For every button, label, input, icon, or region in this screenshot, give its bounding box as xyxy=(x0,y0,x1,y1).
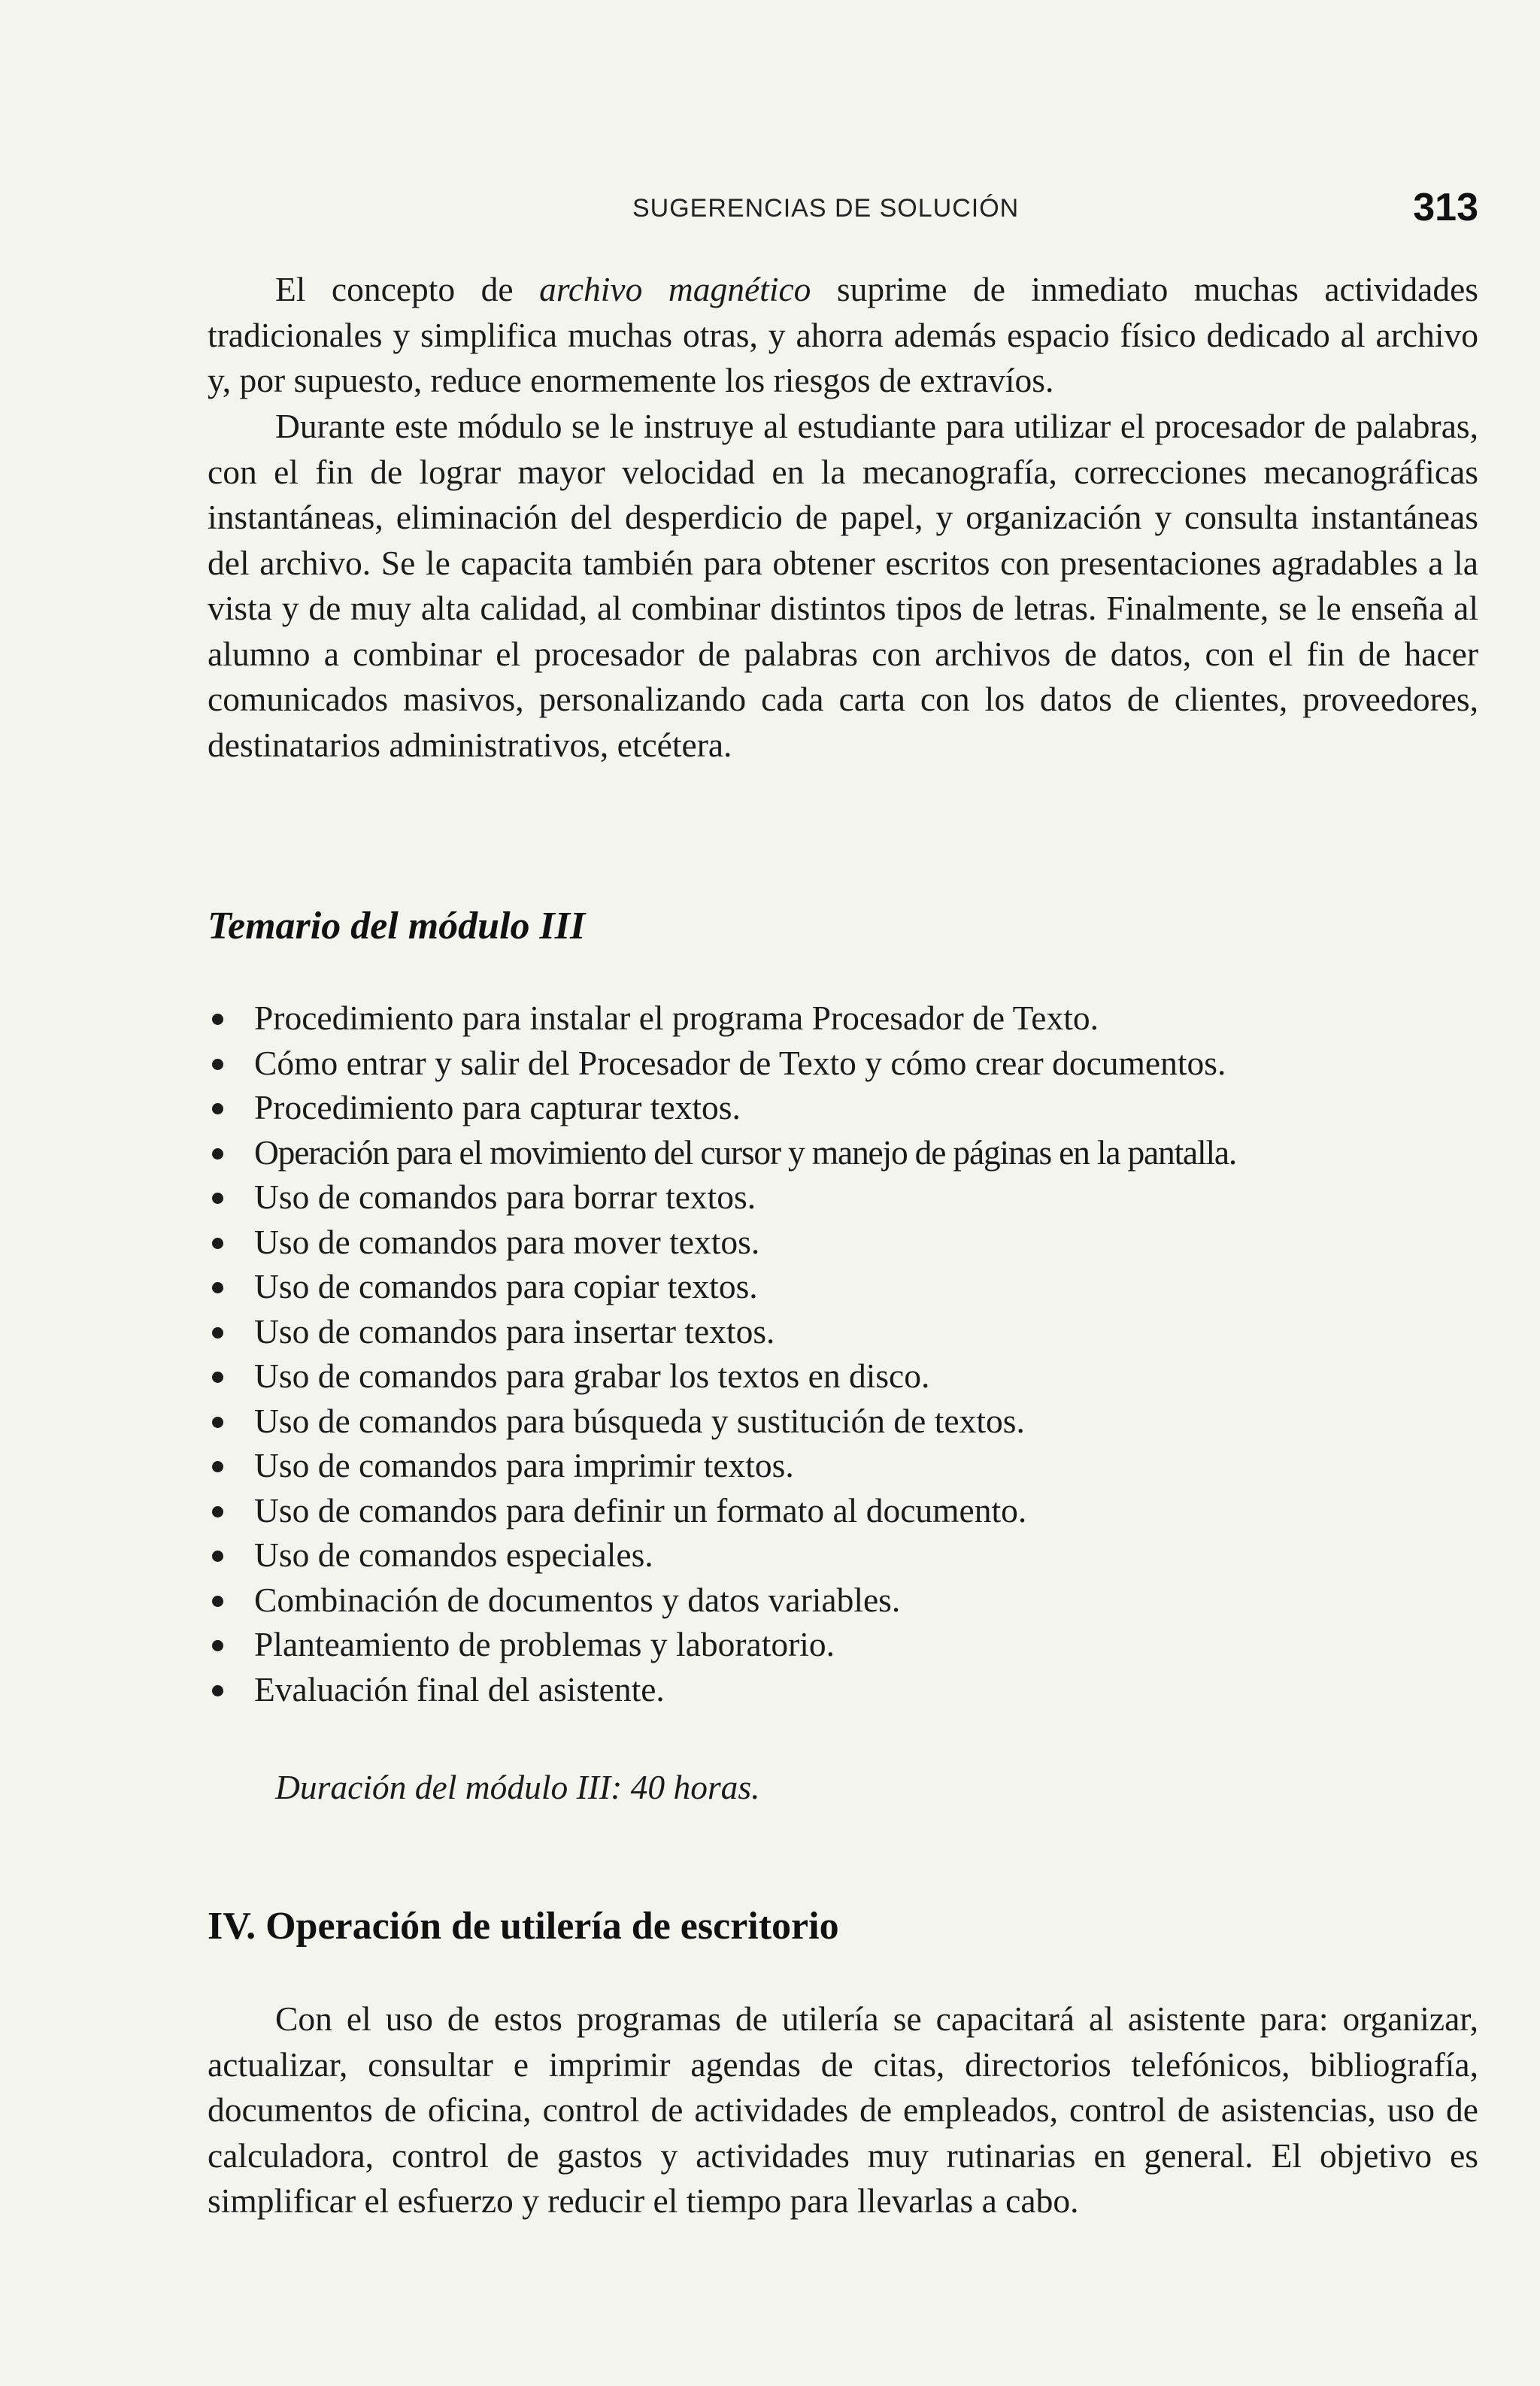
bullet-icon xyxy=(212,1685,223,1696)
bullet-icon xyxy=(212,1461,223,1472)
list-item-text: Uso de comandos para definir un formato al documento. xyxy=(254,1490,1027,1530)
list-item xyxy=(208,1085,1478,1130)
list-item-text: Uso de comandos para búsqueda y sustitución de textos. xyxy=(254,1401,1025,1440)
running-header xyxy=(208,185,1478,230)
bullet-icon xyxy=(212,1596,223,1607)
list-item-text: Uso de comandos para insertar textos. xyxy=(254,1311,775,1351)
list-item xyxy=(208,1130,1478,1175)
emphasis-term: archivo magnético xyxy=(539,270,811,308)
bullet-icon xyxy=(212,1193,223,1204)
module-duration: Duración del módulo III: 40 horas. xyxy=(275,1768,760,1806)
module-4-heading: IV. Operación de utilería de escritorio xyxy=(208,1905,839,1948)
bullet-icon xyxy=(212,1417,223,1428)
bullet-icon xyxy=(212,1238,223,1249)
paragraph-text: El concepto de xyxy=(275,270,540,308)
bullet-icon xyxy=(212,1103,223,1114)
bullet-icon xyxy=(212,1282,223,1293)
list-item-text: Evaluación final del asistente. xyxy=(254,1669,665,1708)
bullet-icon xyxy=(212,1327,223,1339)
paragraph-utileria: Con el uso de estos programas de utilería se capacitará al asistente para: organizar, actualizar, consultar e imprimir agendas de citas, directorios telefónicos, bibliografía, documentos de oficina, control de actividades de empleados, control de asistencias, uso de calculadora, control de gastos y actividades muy rutinarias en general. El objetivo es simplificar el esfuerzo y reducir el tiempo para llevarlas a cabo. xyxy=(208,1999,1478,2220)
bullet-icon xyxy=(212,1148,223,1160)
list-item-text: Cómo entrar y salir del Procesador de Texto y cómo crear documentos. xyxy=(254,1043,1226,1082)
list-item xyxy=(208,1578,1478,1623)
list-item-text: Uso de comandos para mover textos. xyxy=(254,1222,760,1261)
paragraph-archivo-magnetico xyxy=(208,267,1478,404)
list-item-text: Combinación de documentos y datos variables. xyxy=(254,1580,901,1619)
list-item xyxy=(208,996,1478,1041)
list-item xyxy=(208,1220,1478,1265)
list-item-text: Operación para el movimiento del cursor y manejo de páginas en la pantalla. xyxy=(254,1132,1237,1172)
list-item-text: Planteamiento de problemas y laboratorio. xyxy=(254,1625,835,1663)
list-item xyxy=(208,1667,1478,1712)
bullet-icon xyxy=(212,1372,223,1383)
list-item xyxy=(208,1175,1478,1220)
page-number: 313 xyxy=(1413,186,1478,229)
list-item-text: Uso de comandos para copiar textos. xyxy=(254,1267,758,1305)
paragraph-procesador: Durante este módulo se le instruye al estudiante para utilizar el procesador de palabras, con el fin de lograr mayor velocidad en la mecanografía, correcciones mecanográficas instantáneas, eliminación del desperdicio de papel, y organización y consulta instantáneas del archivo. Se le capacita también para obtener escritos con presentaciones agradables a la vista y de muy alta calidad, al combinar distintos tipos de letras. Finalmente, se le enseña al alumno a combinar el procesador de palabras con archivos de datos, con el fin de hacer comunicados masivos, personalizando cada carta con los datos de clientes, proveedores, destinatarios administrativos, etcétera. xyxy=(208,407,1478,764)
list-item-text: Procedimiento para capturar textos. xyxy=(254,1088,741,1126)
list-item-text: Uso de comandos para borrar textos. xyxy=(254,1178,756,1216)
bullet-icon xyxy=(212,1640,223,1651)
list-item xyxy=(208,1399,1478,1444)
list-item xyxy=(208,1354,1478,1399)
list-item xyxy=(208,1622,1478,1667)
temario-list xyxy=(208,996,1478,1711)
list-item-text: Procedimiento para instalar el programa Procesador de Texto. xyxy=(254,999,1099,1037)
list-item xyxy=(208,1443,1478,1488)
paragraph-text: suprime de inmediato muchas actividades tradicionales y simplifica muchas otras, y ahorra además espacio físico dedicado al archivo y, por supuesto, reduce enormemente los riesgos de extravíos. xyxy=(208,270,1478,399)
bullet-icon xyxy=(212,1551,223,1562)
list-item xyxy=(208,1041,1478,1086)
list-item-text: Uso de comandos para grabar los textos en disco. xyxy=(254,1357,930,1395)
running-title: SUGERENCIAS DE SOLUCIÓN xyxy=(632,194,1020,223)
list-item-text: Uso de comandos especiales. xyxy=(254,1536,653,1574)
list-item-text: Uso de comandos para imprimir textos. xyxy=(254,1446,794,1484)
list-item xyxy=(208,1309,1478,1354)
list-item xyxy=(208,1488,1478,1533)
list-item xyxy=(208,1533,1478,1578)
bullet-icon xyxy=(212,1014,223,1025)
temario-heading: Temario del módulo III xyxy=(208,905,586,947)
bullet-icon xyxy=(212,1506,223,1517)
book-page xyxy=(208,0,1478,2386)
list-item xyxy=(208,1264,1478,1309)
bullet-icon xyxy=(212,1059,223,1070)
